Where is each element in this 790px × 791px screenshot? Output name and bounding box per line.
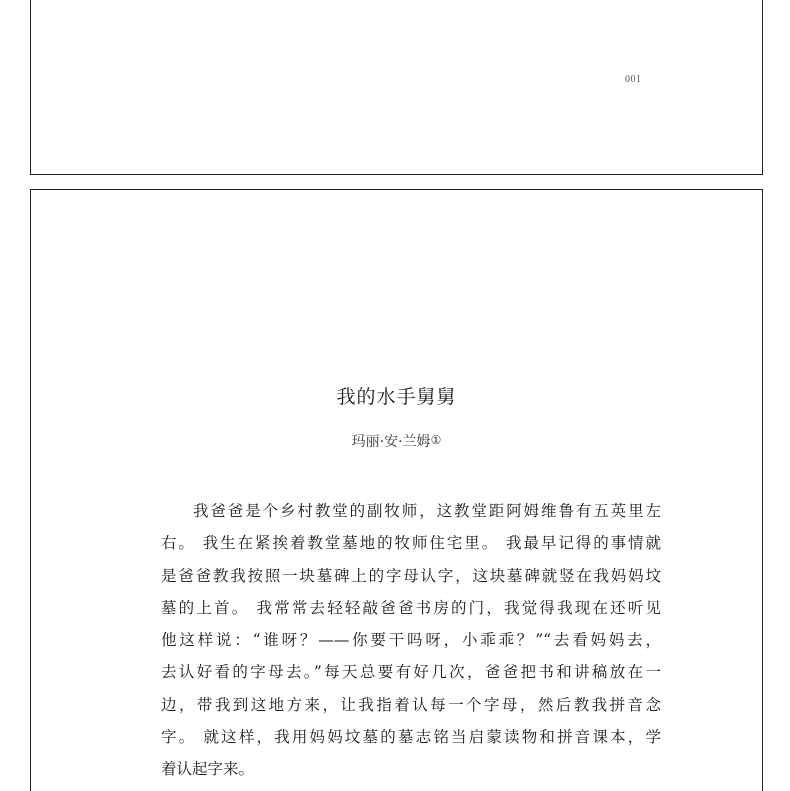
body-line: 去认好看的字母去。”每天总要有好几次，爸爸把书和讲稿放在一: [161, 663, 661, 682]
body-line: 右。 我生在紧挨着教堂墓地的牧师住宅里。 我最早记得的事情就: [161, 534, 661, 553]
current-page: [30, 189, 763, 791]
body-line: 着认起字来。: [161, 760, 255, 779]
body-line: 我爸爸是个乡村教堂的副牧师，这教堂距阿姆维鲁有五英里左: [193, 502, 661, 520]
footnote-marker: ①: [430, 433, 442, 447]
author-name: 玛丽·安·兰姆: [351, 434, 431, 450]
previous-page: [30, 0, 763, 175]
body-line: 墓的上首。 我常常去轻轻敲爸爸书房的门，我觉得我现在还听见: [161, 598, 661, 617]
body-line: 字。 就这样，我用妈妈坟墓的墓志铭当启蒙读物和拼音课本，学: [161, 728, 661, 747]
body-line: 他这样说：“谁呀？——你要干吗呀，小乖乖？”“去看妈妈去，: [161, 631, 661, 650]
body-line: 是爸爸教我按照一块墓碑上的字母认字，这块墓碑就竖在我妈妈坟: [161, 566, 661, 585]
author-line: [31, 431, 762, 451]
body-line: 边，带我到这地方来，让我指着认每一个字母，然后教我拼音念: [161, 695, 661, 714]
page-number: 001: [625, 74, 642, 85]
chapter-title: 我的水手舅舅: [336, 386, 457, 408]
body-paragraph: [161, 495, 661, 786]
